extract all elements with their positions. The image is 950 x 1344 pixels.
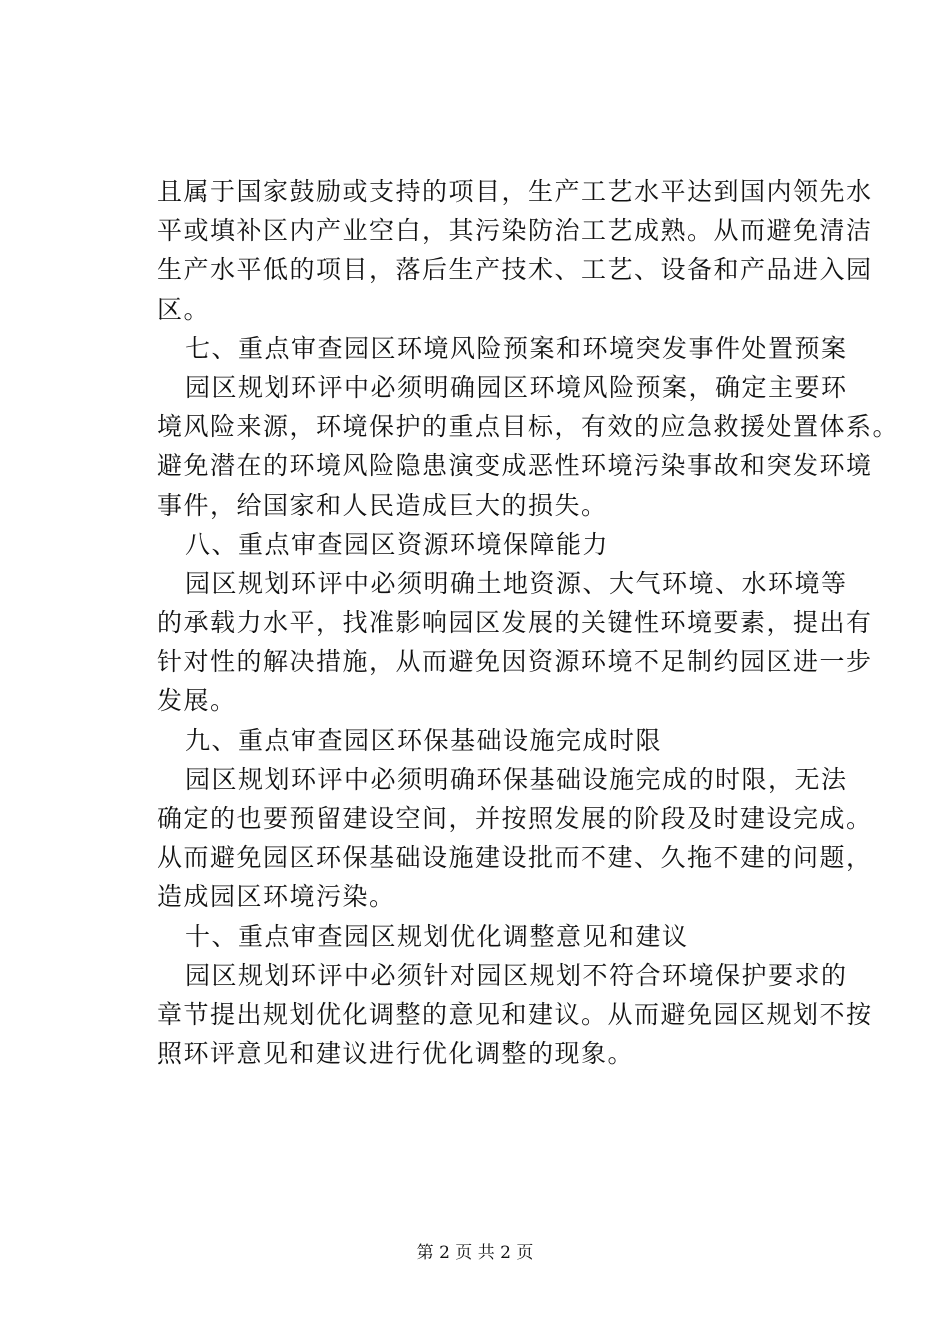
text-line: 针对性的解决措施，从而避免因资源环境不足制约园区进一步 (157, 647, 873, 677)
text-line: 境风险来源，环境保护的重点目标，有效的应急救援处置体系。 (157, 412, 900, 442)
section-heading-10: 十、重点审查园区规划优化调整意见和建议 (185, 921, 689, 951)
text-line: 照环评意见和建议进行优化调整的现象。 (157, 1039, 635, 1069)
text-line: 发展。 (157, 686, 237, 716)
text-line: 从而避免园区环保基础设施建设批而不建、久拖不建的问题， (157, 843, 873, 873)
text-line: 的承载力水平，找准影响园区发展的关键性环境要素，提出有 (157, 608, 873, 638)
text-line: 事件，给国家和人民造成巨大的损失。 (157, 490, 608, 520)
text-line: 园区规划环评中必须明确环保基础设施完成的时限，无法 (185, 764, 848, 794)
text-line: 区。 (157, 294, 211, 324)
section-heading-9: 九、重点审查园区环保基础设施完成时限 (185, 725, 663, 755)
section-heading-7: 七、重点审查园区环境风险预案和环境突发事件处置预案 (185, 333, 848, 363)
document-body (157, 172, 900, 1073)
text-line: 生产水平低的项目，落后生产技术、工艺、设备和产品进入园 (157, 255, 873, 285)
text-line: 且属于国家鼓励或支持的项目，生产工艺水平达到国内领先水 (157, 177, 873, 206)
text-line: 园区规划环评中必须明确土地资源、大气环境、水环境等 (185, 568, 848, 598)
page-footer: 第 2 页 共 2 页 (416, 1243, 534, 1263)
text-line: 避免潜在的环境风险隐患演变成恶性环境污染事故和突发环境 (157, 451, 873, 481)
text-line: 确定的也要预留建设空间，并按照发展的阶段及时建设完成。 (157, 804, 873, 833)
text-line: 章节提出规划优化调整的意见和建议。从而避免园区规划不按 (157, 999, 873, 1029)
text-line: 平或填补区内产业空白，其污染防治工艺成熟。从而避免清洁 (157, 216, 873, 246)
text-line: 造成园区环境污染。 (157, 882, 396, 912)
text-line: 园区规划环评中必须明确园区环境风险预案，确定主要环 (185, 372, 848, 402)
text-line: 园区规划环评中必须针对园区规划不符合环境保护要求的 (185, 960, 848, 990)
section-heading-8: 八、重点审查园区资源环境保障能力 (185, 529, 610, 559)
